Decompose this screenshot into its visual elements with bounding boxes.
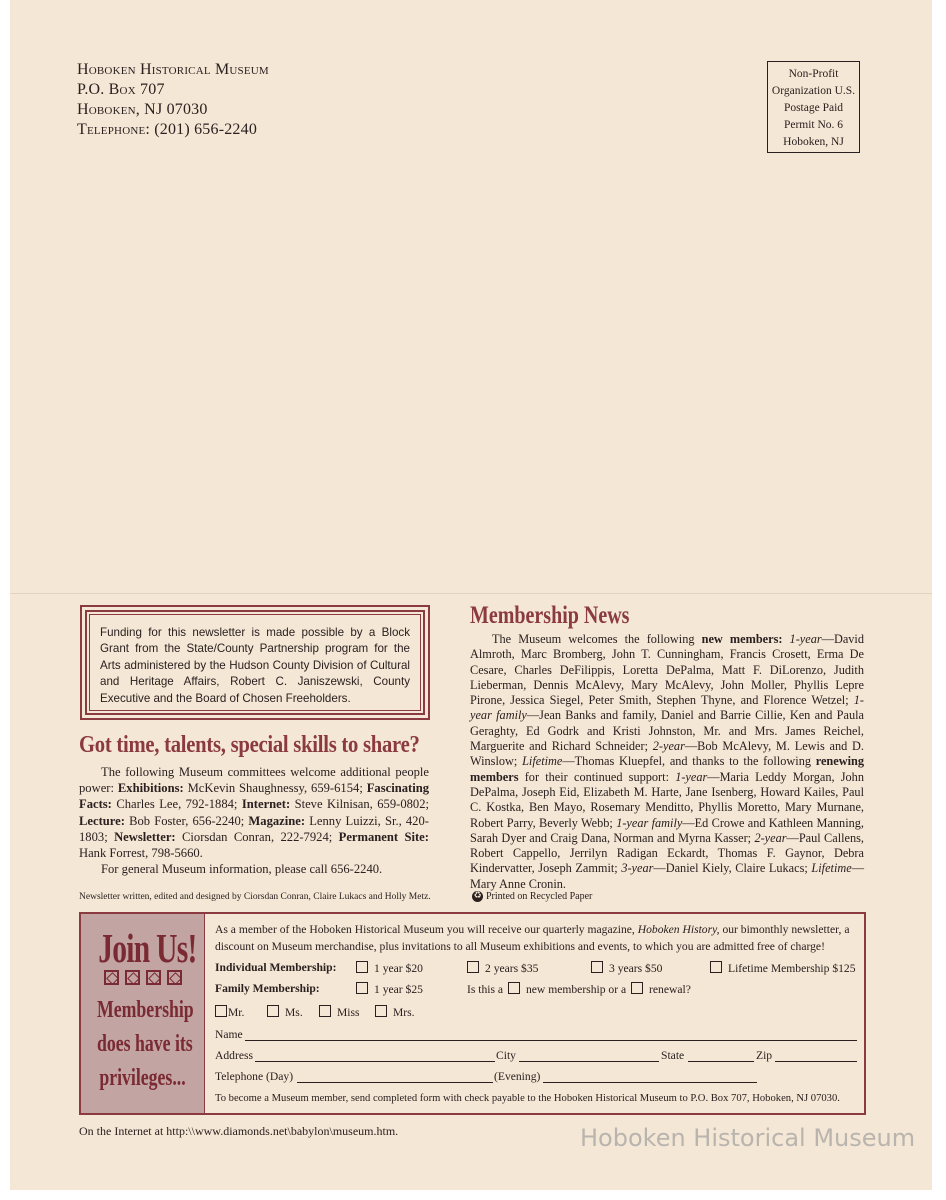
address-label: Address [215, 1049, 253, 1062]
title-ms[interactable] [267, 1005, 303, 1019]
return-address [77, 60, 269, 140]
individual-label: Individual Membership: [215, 961, 337, 974]
option-1-year[interactable] [356, 961, 423, 975]
option-label: Mr. [228, 1006, 245, 1019]
benefits-text: our bimonthly newsletter, a discount on Museum merchandise, plus invitations to all Museum exhibitions and events, to which you are admitted free of charge! [215, 923, 850, 953]
diamond-icon [104, 970, 119, 985]
recycle-icon: ♻ [473, 891, 482, 901]
mn-term: 1-year [675, 769, 708, 784]
committee-contact: Bob Foster, 656-2240; [129, 813, 245, 828]
committee-label: Internet: [241, 797, 291, 812]
title-mrs[interactable] [375, 1005, 415, 1019]
phone-day-label: Telephone (Day) [215, 1070, 294, 1083]
diamond-icon [167, 970, 182, 985]
watermark: Hoboken Historical Museum [580, 1124, 916, 1152]
mn-names: —David Almroth, Marc Bromberg, John T. Cunningham, Francis Crosett, Erma De Cesare, Charles DeFilippis, Loretta DePalma, Matt F. DiLorenzo, Judith Lieberman, Dennis McAlevy, Mary McAlevy, John Moller, Phyllis Lepre Pirone, Jessica Siegel, Peter Smith, Stephen Thyne, and Florence Wetzel; [470, 632, 864, 708]
individual-row [215, 959, 861, 980]
mn-names: —Daniel Kiely, Claire Lukacs; [653, 861, 808, 876]
option-family-1-year[interactable] [356, 982, 423, 996]
family-label: Family Membership: [215, 982, 320, 995]
mn-term: 1-year family [470, 693, 864, 723]
grant-box [80, 605, 430, 720]
telephone-row [215, 1068, 861, 1089]
committee-label: Newsletter: [114, 829, 176, 844]
member-benefits [215, 922, 861, 955]
committee-contact: Ciorsdan Conran, 222-7924; [182, 829, 333, 844]
mn-term: 1-year family [616, 815, 683, 830]
committee-label: Permanent Site: [338, 829, 429, 844]
volunteer-intro: The following Museum committees welcome additional people power: [79, 765, 429, 796]
checkbox-icon[interactable] [591, 961, 603, 973]
address-row [215, 1047, 861, 1068]
option-label: renewal? [649, 983, 691, 996]
tagline-line: does have its [96, 1031, 193, 1057]
committee-contact: Lenny Luizzi, Sr., 420-1803; [79, 813, 429, 844]
museum-name: Hoboken Historical Museum [77, 61, 269, 78]
renewal-checkbox[interactable] [631, 982, 643, 994]
internet-address: On the Internet at http:\\www.diamonds.net\babylon\museum.htm. [79, 1124, 399, 1138]
family-row [215, 980, 861, 1001]
checkbox-icon[interactable] [356, 982, 368, 994]
city-label: City [496, 1049, 516, 1062]
mn-names: —Bob McAlevy, M. Lewis and D. Winslow; [470, 739, 864, 769]
mn-names: —Paul Callens, Robert Cappello, Jerrilyn Radigan Eckardt, Thomas F. Gaynor, Debra Kindervatter, Joseph Zammit; [470, 830, 864, 876]
volunteer-body [79, 764, 429, 877]
phone-day-field[interactable] [297, 1070, 493, 1083]
option-label: Lifetime Membership $125 [728, 962, 856, 975]
option-2-years[interactable] [467, 961, 538, 975]
diamond-icon [146, 970, 161, 985]
privileges-tagline [96, 993, 194, 1095]
postage-line: Organization U.S. [771, 85, 856, 97]
option-label: Miss [337, 1006, 360, 1019]
membership-news-heading: Membership News [470, 602, 630, 629]
option-label: 1 year $20 [374, 962, 423, 975]
recycled-note [472, 891, 592, 902]
zip-field[interactable] [775, 1049, 857, 1062]
po-box: P.O. Box 707 [77, 81, 165, 98]
checkbox-icon[interactable] [356, 961, 368, 973]
question-text: Is this a [467, 983, 504, 996]
general-info: For general Museum information, please call 656-2240. [101, 862, 383, 877]
mn-term: 3-year [621, 861, 654, 876]
magazine-name: Hoboken History, [637, 923, 720, 936]
checkbox-icon[interactable] [710, 961, 722, 973]
city-state: Hoboken, NJ 07030 [77, 101, 208, 118]
mn-term: Lifetime [522, 754, 563, 769]
postage-line: Permit No. 6 [783, 119, 844, 131]
mn-text: The Museum welcomes the following [492, 632, 695, 646]
membership-news-body [470, 632, 864, 892]
committee-label: Magazine: [248, 813, 306, 828]
committee-contact: Steve Kilnisan, 659-0802; [294, 797, 430, 812]
checkbox-icon[interactable] [215, 1005, 227, 1017]
mn-bold: renewing members [470, 754, 865, 784]
postage-indicia [767, 61, 860, 153]
mn-term: Lifetime [811, 861, 852, 876]
committee-contact: McKevin Shaughnessy, 659-6154; [187, 781, 363, 796]
committee-contact: Charles Lee, 792-1884; [116, 797, 238, 812]
committee-label: Exhibitions: [117, 781, 184, 796]
mail-instructions: To become a Museum member, send completed form with check payable to the Hoboken Historical Museum to P.O. Box 707, Hoboken, NJ 07030. [215, 1093, 840, 1104]
title-miss[interactable] [319, 1005, 360, 1019]
form-fields [215, 922, 861, 1104]
phone-evening-label: (Evening) [494, 1070, 541, 1083]
option-label: Mrs. [393, 1006, 415, 1019]
state-field[interactable] [688, 1049, 754, 1062]
committee-label: Fascinating Facts: [79, 781, 430, 812]
mn-names: —Ed Crowe and Kathleen Manning, Sarah Dyer and Craig Dana, Norman and Myrna Kasser; [470, 815, 864, 845]
mn-names: —Jean Banks and family, Daniel and Barrie Cillie, Ken and Paula Geraghty, Ed Godrk and Kristi Johnston, Mr. and Mrs. James Reichel, Marguerite and Richard Schneider; [470, 708, 864, 754]
title-row [215, 1003, 861, 1026]
telephone: Telephone: (201) 656-2240 [77, 121, 258, 138]
postage-line: Postage Paid [783, 102, 844, 114]
tagline-line: privileges... [99, 1065, 186, 1091]
checkbox-icon[interactable] [375, 1005, 387, 1017]
mn-term: 2-year [652, 739, 685, 754]
new-membership-checkbox[interactable] [508, 982, 520, 994]
mn-names: —Thomas Kluepfel, and thanks to the following [562, 754, 811, 769]
fold-line [10, 593, 932, 594]
join-us-title: Join Us! [98, 925, 197, 971]
benefits-text: As a member of the Hoboken Historical Museum you will receive our quarterly magazine, [215, 923, 635, 936]
mn-term: 2-year [754, 830, 787, 845]
postage-line: Hoboken, NJ [783, 136, 844, 148]
diamond-icon [125, 970, 140, 985]
name-label: Name [215, 1028, 243, 1041]
newsletter-credits: Newsletter written, edited and designed by Ciorsdan Conran, Claire Lukacs and Holly Metz. [79, 892, 431, 902]
join-panel [81, 914, 205, 1113]
title-mr[interactable] [215, 1005, 244, 1019]
grant-text: Funding for this newsletter is made possible by a Block Grant from the State/County Partnership program for the Arts administered by the Hudson County Division of Cultural and Heritage Affairs, Robert C. Janiszewski, County Executive and the Board of Chosen Freeholders. [89, 614, 421, 711]
option-label: 1 year $25 [374, 983, 423, 996]
mn-names: —Mary Anne Cronin. [470, 861, 865, 891]
option-label: Ms. [285, 1006, 303, 1019]
mn-bold: new members: [701, 632, 783, 646]
diamond-ornaments [81, 970, 204, 985]
phone-evening-field[interactable] [543, 1070, 757, 1083]
recycled-text: Printed on Recycled Paper [486, 891, 593, 902]
option-3-years[interactable] [591, 961, 662, 975]
name-field[interactable] [245, 1028, 857, 1041]
state-label: State [661, 1049, 685, 1062]
zip-label: Zip [756, 1049, 773, 1062]
renewal-question [467, 982, 691, 996]
name-row [215, 1026, 861, 1047]
city-field[interactable] [519, 1049, 659, 1062]
checkbox-icon[interactable] [319, 1005, 331, 1017]
option-label: new membership or a [525, 983, 627, 996]
checkbox-icon[interactable] [267, 1005, 279, 1017]
option-lifetime[interactable] [710, 961, 856, 975]
option-label: 2 years $35 [485, 962, 539, 975]
volunteer-heading: Got time, talents, special skills to share? [79, 732, 420, 758]
mn-text: for their continued support: [524, 769, 669, 784]
membership-form [79, 912, 866, 1115]
committee-contact: Hank Forrest, 798-5660. [79, 846, 203, 861]
checkbox-icon[interactable] [467, 961, 479, 973]
mn-term: 1-year [789, 632, 822, 646]
address-field[interactable] [255, 1049, 495, 1062]
tagline-line: Membership [96, 997, 194, 1023]
option-label: 3 years $50 [609, 962, 663, 975]
postage-line: Non-Profit [788, 68, 839, 80]
committee-label: Lecture: [79, 813, 125, 828]
mn-names: —Maria Leddy Morgan, John DePalma, Joseph Eid, Elizabeth M. Harte, Jane Isenberg, Howard Kailes, Paul C. Kostka, Ben Mayo, Rosemary Menditto, Phyllis Moretto, Mary Murnane, Robert Parry, Beverly Webb; [470, 769, 864, 830]
